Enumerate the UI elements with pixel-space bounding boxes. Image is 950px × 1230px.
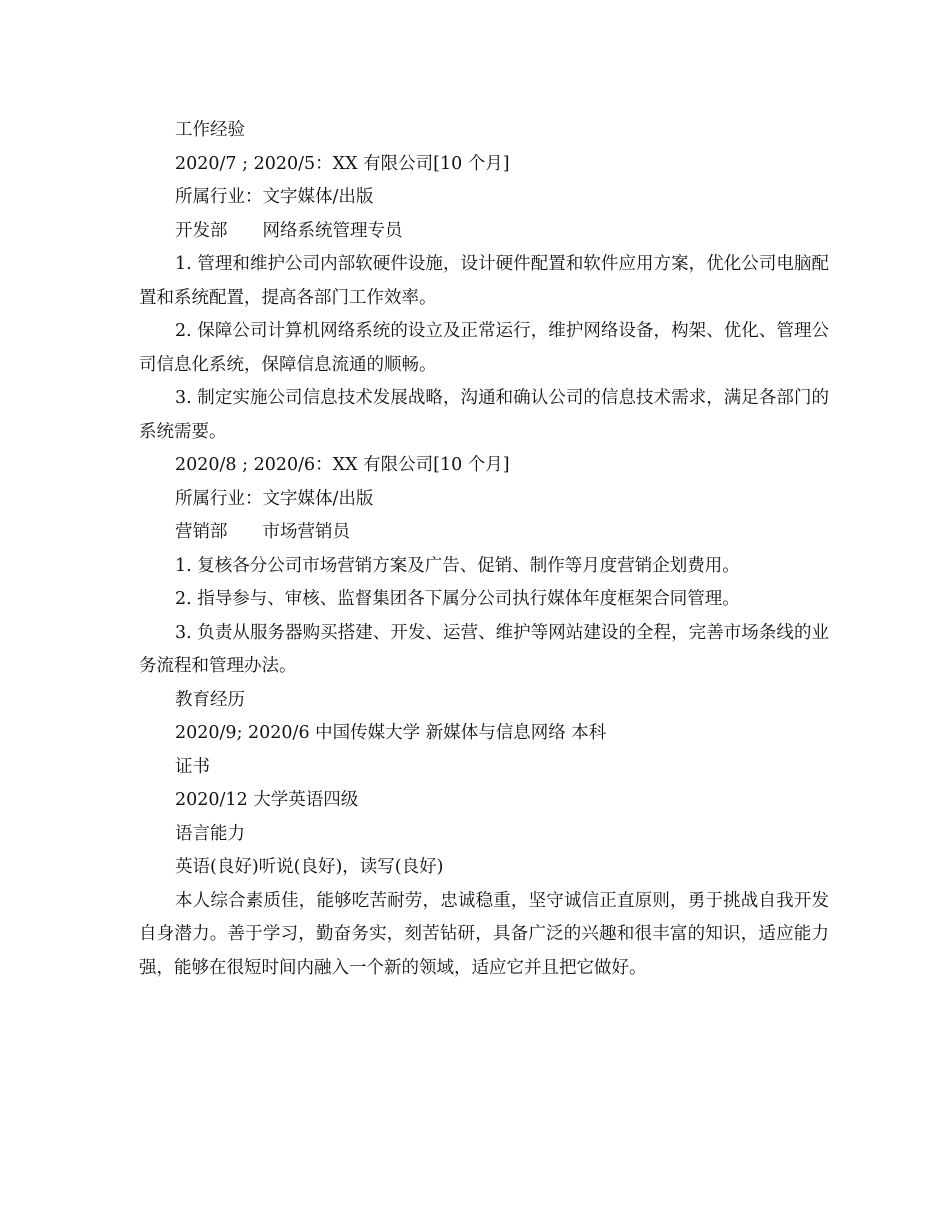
- job-2-duty-2: 2. 指导参与、审核、监督集团各下属分公司执行媒体年度框架合同管理。: [175, 589, 740, 609]
- job-2-duty-1: 1. 复核各分公司市场营销方案及广告、促销、制作等月度营销企划费用。: [175, 555, 740, 576]
- work-experience-heading: 工作经验: [175, 120, 245, 140]
- job-1-dept-title: 开发部 网络系统管理专员: [175, 220, 403, 241]
- job-2-dept-title: 营销部 市场营销员: [175, 522, 350, 542]
- job-1-industry: 所属行业：文字媒体/出版: [175, 187, 374, 207]
- job-2-industry: 所属行业：文字媒体/出版: [175, 488, 374, 509]
- self-evaluation: 本人综合素质佳，能够吃苦耐劳，忠诚稳重，坚守诚信正直原则，勇于挑战自我开发自身潜力。善于学习，勤奋务实，刻苦钻研，具备广泛的兴趣和很丰富的知识，适应能力强，能够在很短时间内融入一个新的领域，适应它并且把它做好。: [139, 890, 829, 978]
- education-heading: 教育经历: [175, 689, 245, 710]
- job-1-duty-2: 2. 保障公司计算机网络系统的设立及正常运行，维护网络设备，构架、优化、管理公司信息化系统，保障信息流通的顺畅。: [139, 321, 829, 375]
- resume-body: [139, 114, 829, 985]
- job-1-period: 2020/7 ; 2020/5：XX 有限公司[10 个月]: [175, 153, 510, 174]
- job-2-duty-3: 3. 负责从服务器购买搭建、开发、运营、维护等网站建设的全程，完善市场条线的业务流程和管理办法。: [139, 622, 829, 676]
- job-2-period: 2020/8 ; 2020/6：XX 有限公司[10 个月]: [175, 455, 510, 475]
- language-entry: 英语(良好)听说(良好)，读写(良好): [175, 857, 444, 877]
- job-1-duty-1: 1. 管理和维护公司内部软硬件设施，设计硬件配置和软件应用方案，优化公司电脑配置和系统配置，提高各部门工作效率。: [139, 254, 829, 308]
- certificates-entry: 2020/12 大学英语四级: [175, 790, 359, 810]
- job-1-duty-3: 3. 制定实施公司信息技术发展战略，沟通和确认公司的信息技术需求，满足各部门的系统需要。: [139, 388, 829, 442]
- education-entry: 2020/9; 2020/6 中国传媒大学 新媒体与信息网络 本科: [175, 723, 607, 743]
- language-heading: 语言能力: [175, 823, 245, 844]
- certificates-heading: 证书: [175, 756, 210, 777]
